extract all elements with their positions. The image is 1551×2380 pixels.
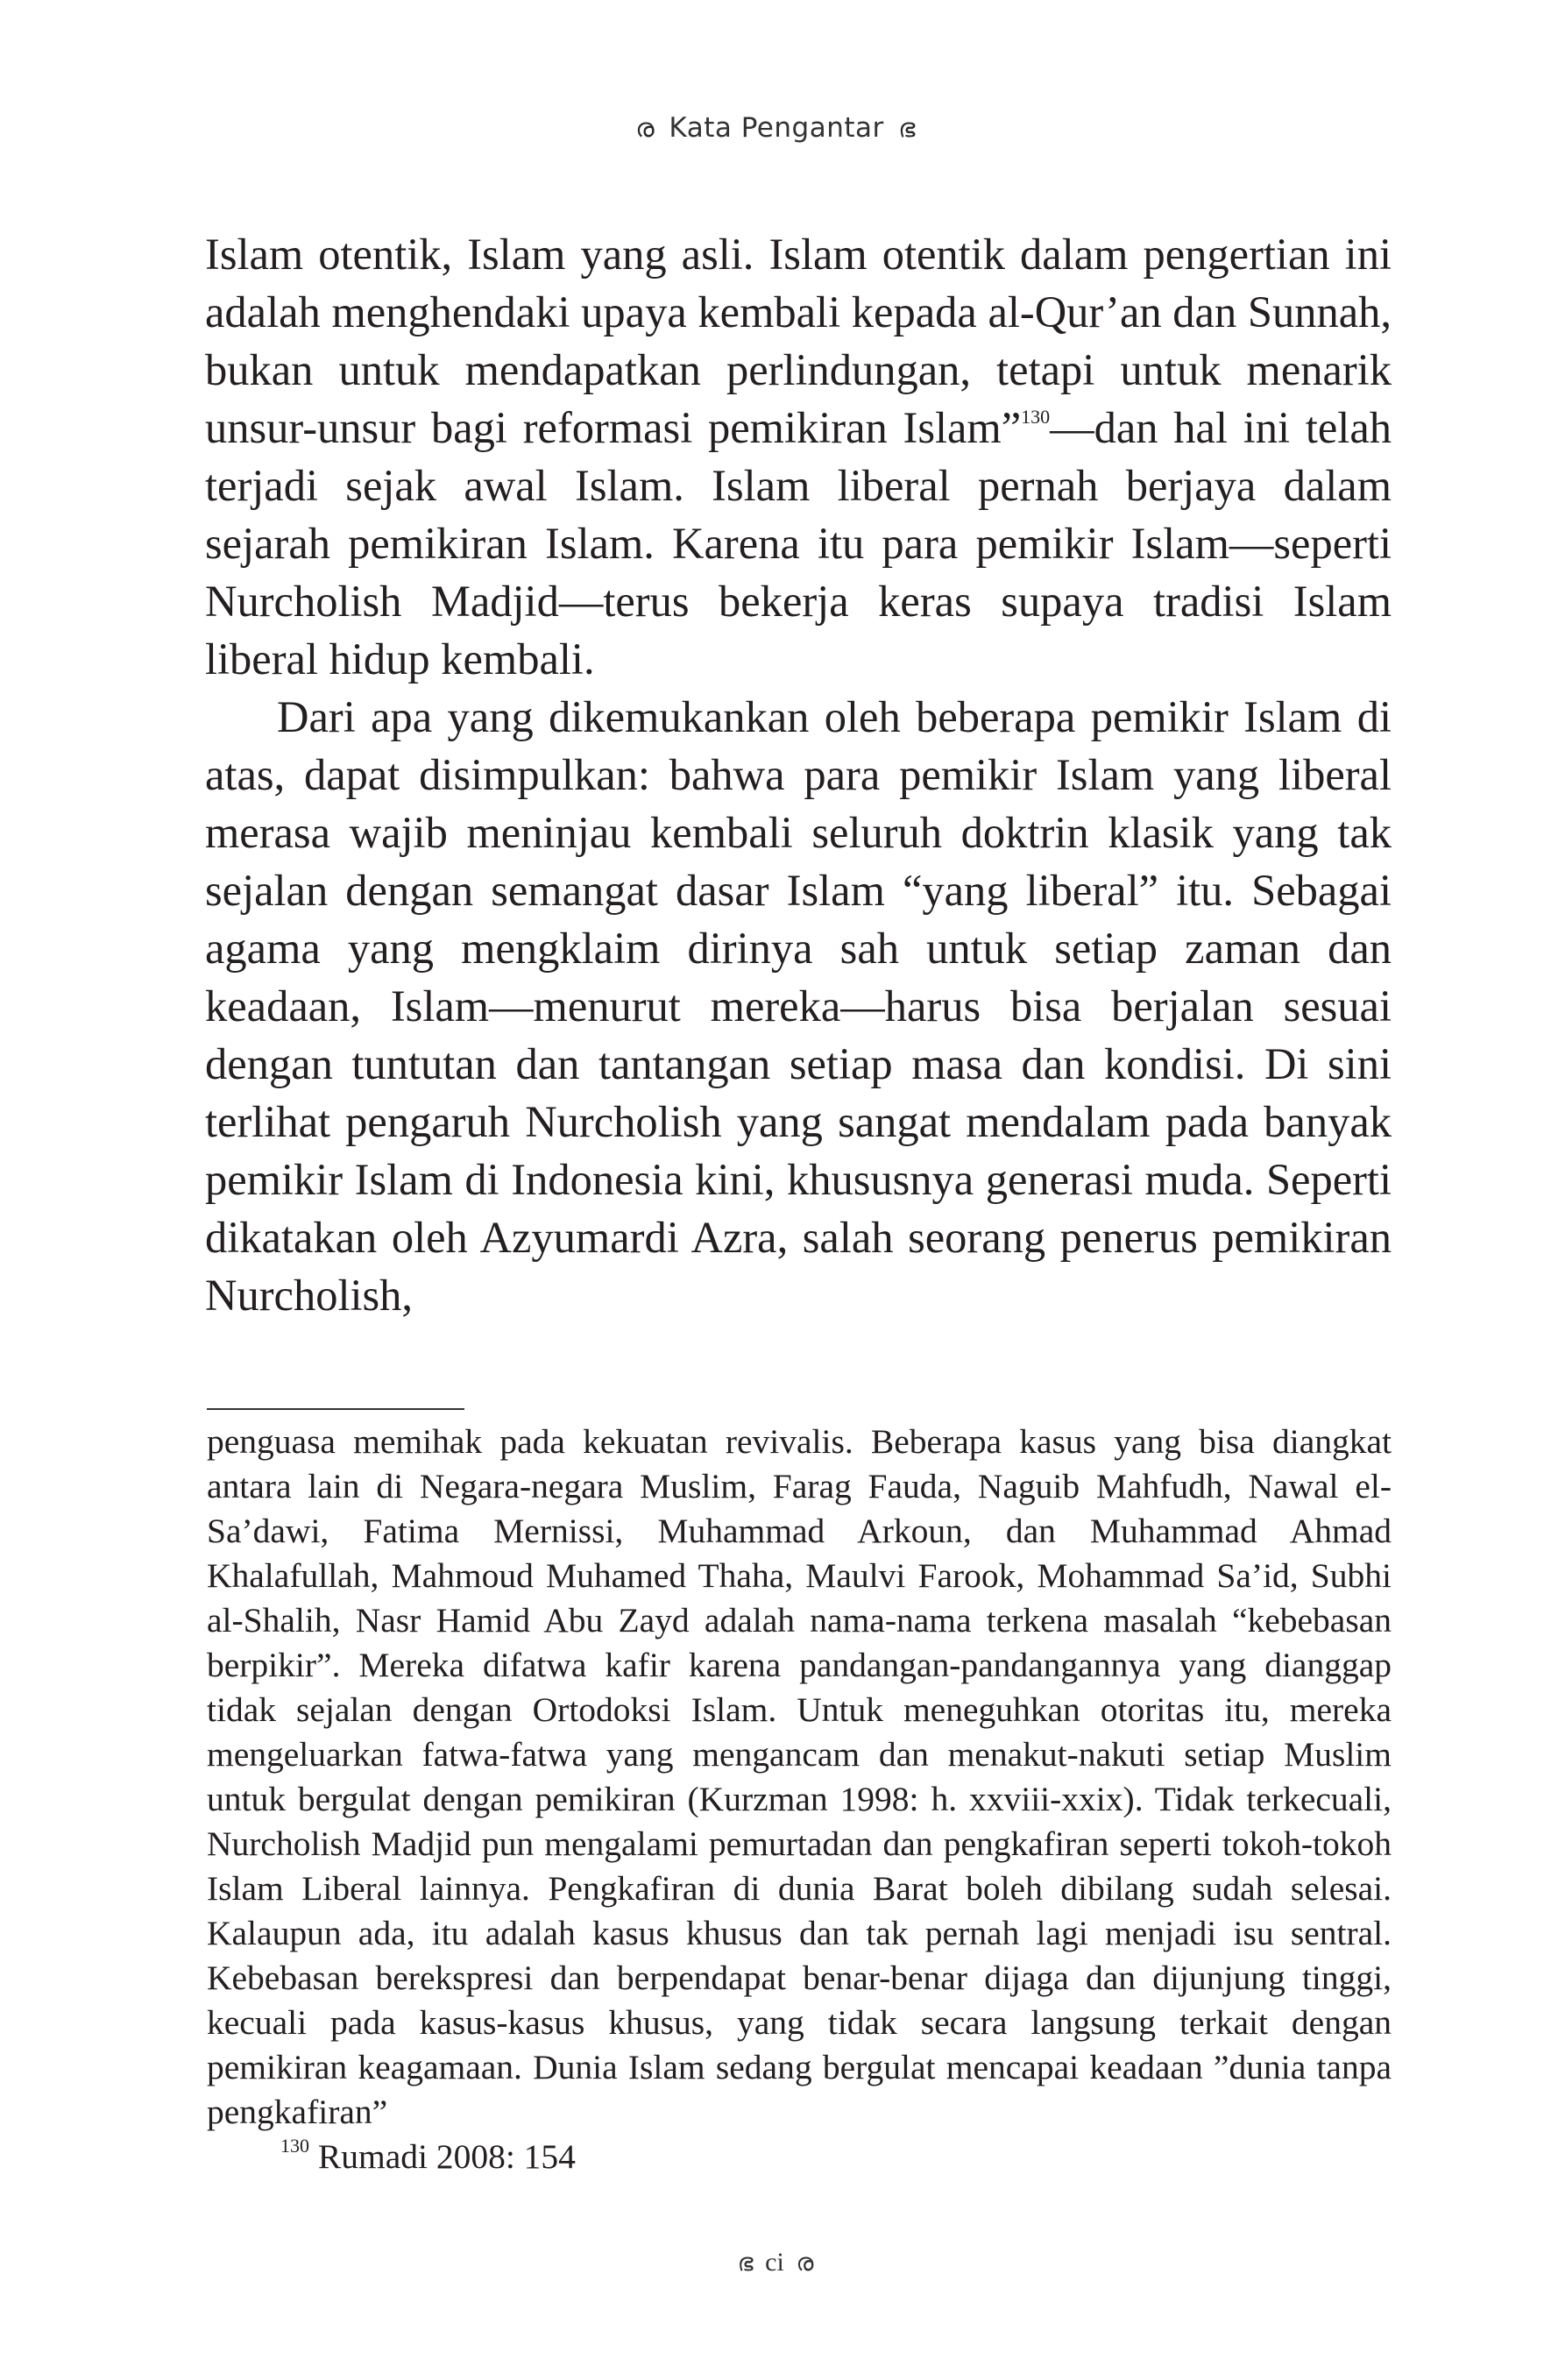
- paragraph-2: Dari apa yang dikemukankan oleh beberapa pemikir Islam di atas, dapat disimpulkan: bahwa para pemikir Islam yang liberal merasa wajib meninjau kembali seluruh doktrin klasik yang tak sejalan dengan semangat dasar Islam “yang liberal” itu. Sebagai agama yang mengklaim dirinya sah untuk setiap zaman dan keadaan, Islam—menurut mereka—harus bisa berjalan sesuai dengan tuntutan dan tantangan setiap masa dan kondisi. Di sini terlihat pengaruh Nurcholish yang sangat mendalam pada banyak pemikir Islam di Indonesia kini, khususnya generasi muda. Seperti dikatakan oleh Azyumardi Azra, salah seorang penerus pemikiran Nurcholish,: [205, 692, 1392, 1320]
- footnote-continued: penguasa memihak pada kekuatan revivalis. Beberapa kasus yang bisa diangkat antara lain di Negara-negara Muslim, Farag Fauda, Naguib Mahfudh, Nawal el-Sa’dawi, Fatima Mernissi, Muhammad Arkoun, dan Muhammad Ahmad Khalafullah, Mahmoud Muhamed Thaha, Maulvi Farook, Mohammad Sa’id, Subhi al-Shalih, Nasr Hamid Abu Zayd adalah nama-nama terkena masalah “kebebasan berpikir”. Mereka difatwa kafir karena pandangan-pandangannya yang dianggap tidak sejalan dengan Ortodoksi Islam. Untuk meneguhkan otoritas itu, mereka mengeluarkan fatwa-fatwa yang mengancam dan menakut-nakuti setiap Muslim untuk bergulat dengan pemikiran (Kurzman 1998: h. xxviii-xxix). Tidak terkecuali, Nurcholish Madjid pun mengalami pemurtadan dan pengkafiran seperti tokoh-tokoh Islam Liberal lainnya. Pengkafiran di dunia Barat boleh dibilang sudah selesai. Kalaupun ada, itu adalah kasus khusus dan tak pernah lagi menjadi isu sentral. Kebebasan berekspresi dan berpendapat benar-benar dijaga dan dijunjung tinggi, kecuali pada kasus-kasus khusus, yang tidak secara langsung terkait dengan pemikiran keagamaan. Dunia Islam sedang bergulat mencapai keadaan ”dunia tanpa pengkafiran”: [207, 1422, 1392, 2131]
- page-number: ci: [765, 2248, 784, 2277]
- footnote-130-text: Rumadi 2008: 154: [309, 2137, 576, 2176]
- folio-left-ornament-icon: ഭ: [737, 2248, 754, 2277]
- footnote-separator: [207, 1408, 464, 1410]
- footnote-number: 130: [280, 2135, 309, 2157]
- footnote-130: [207, 2135, 1392, 2179]
- folio-right-ornament-icon: ര: [796, 2248, 814, 2277]
- main-text: [205, 225, 1392, 1324]
- right-ornament-icon: ഭ: [898, 113, 916, 144]
- footnote-ref-130: 130: [1021, 406, 1051, 428]
- running-header: [0, 112, 1551, 144]
- paragraph-1-text-a: Islam otentik, Islam yang asli. Islam otentik dalam pengertian ini adalah menghendaki upaya kembali kepada al-Qur’an dan Sunnah, bukan untuk mendapatkan perlindungan, tetapi untuk menarik unsur-unsur bagi reformasi pemikiran Islam”: [205, 230, 1392, 452]
- page-folio: [0, 2248, 1551, 2277]
- paragraph-1-text-b: —dan hal ini telah terjadi sejak awal Islam. Islam liberal pernah berjaya dalam sejarah pemikiran Islam. Karena itu para pemikir Islam—seperti Nurcholish Madjid—terus bekerja keras supaya tradisi Islam liberal hidup kembali.: [205, 403, 1392, 684]
- footnotes: [207, 1420, 1392, 2179]
- left-ornament-icon: ര: [635, 113, 655, 144]
- running-header-title: Kata Pengantar: [669, 112, 884, 144]
- paragraph-1: [205, 225, 1392, 688]
